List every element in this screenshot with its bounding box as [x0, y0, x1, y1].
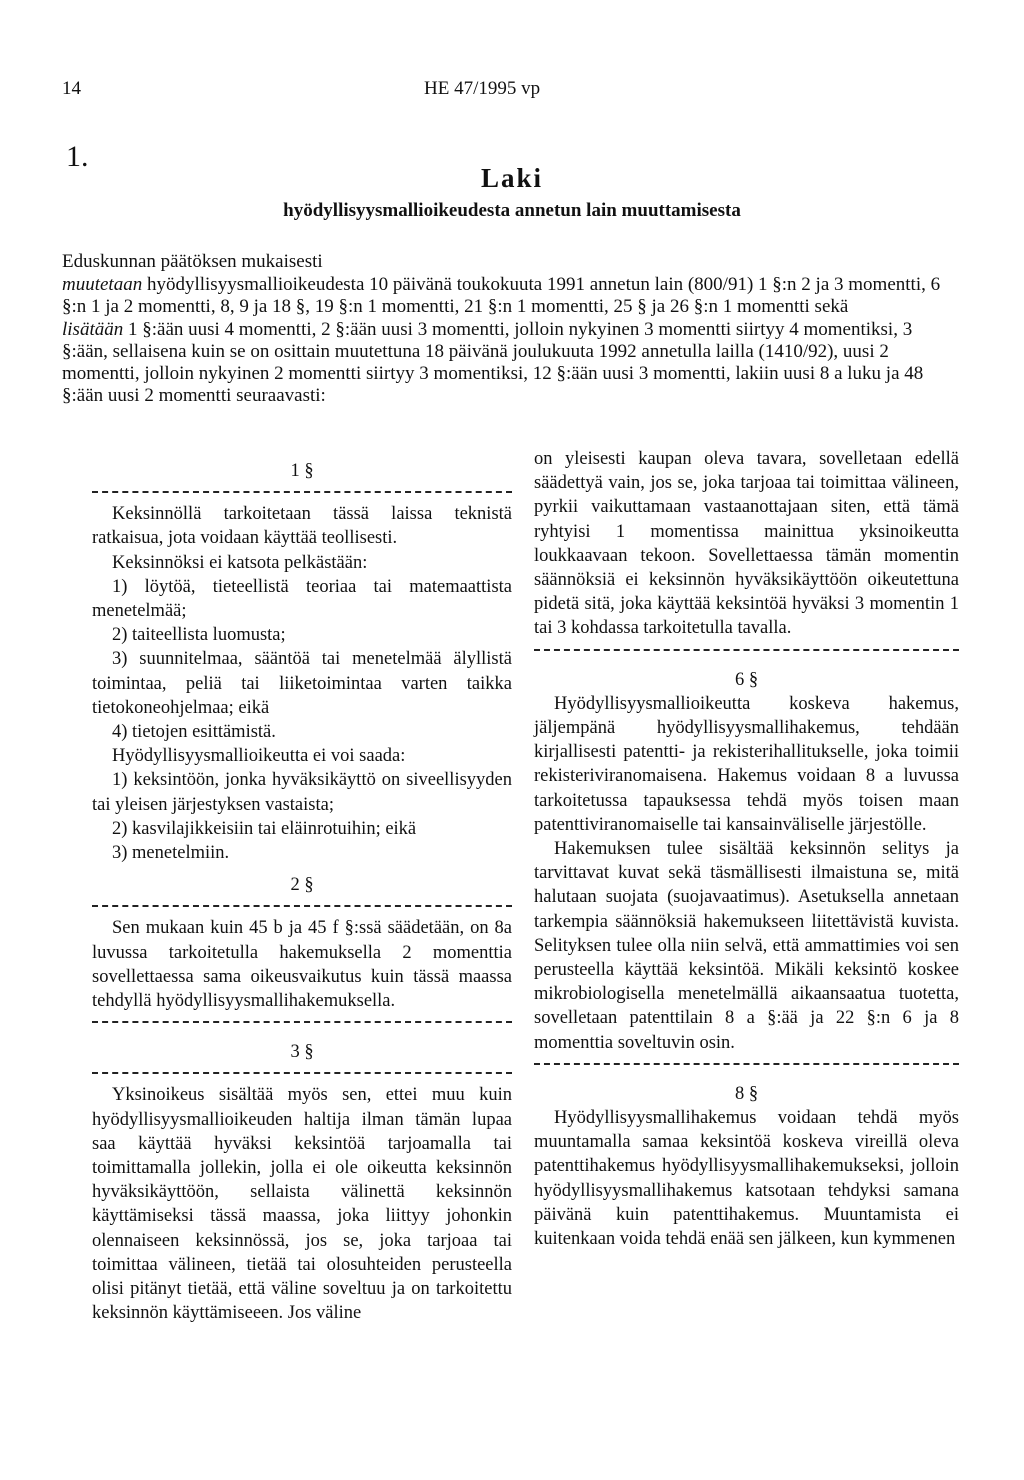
left-column — [92, 459, 512, 1326]
list-item: 3) suunnitelmaa, sääntöä tai menetelmää älyllistä toimintaa, peliä tai liiketoimintaa varten taikka tietokoneohjelmaa; eikä — [92, 649, 512, 718]
paragraph: Hyödyllisyysmallihakemus voidaan tehdä myös muuntamalla samaa keksintöä koskeva vireillä oleva patenttihakemus hyödyllisyysmallihakemukseksi, jolloin hyödyllisyysmallihakemus katsotaan tehdyksi samana päivänä kuin patenttihakemus. Muuntamista ei kuitenkaan voida tehdä enää sen jälkeen, kun kymmenen — [534, 1108, 959, 1250]
law-number: 1. — [66, 140, 89, 173]
list-item: 2) kasvilajikkeisiin tai eläinrotuihin; eikä — [112, 818, 417, 839]
section-heading-1: 1 § — [290, 461, 314, 481]
section-heading-2: 2 § — [290, 875, 314, 896]
preamble — [62, 251, 962, 407]
omission-divider — [92, 1021, 512, 1024]
list-item: 3) menetelmiin. — [112, 843, 230, 864]
omission-divider — [92, 1072, 512, 1075]
list-item: 4) tietojen esittämistä. — [112, 722, 276, 743]
preamble-amend — [62, 274, 962, 318]
right-column — [534, 447, 959, 1251]
omission-divider — [534, 649, 959, 652]
preamble-amend-text: hyödyllisyysmallioikeudesta 10 päivänä toukokuuta 1991 annetun lain (800/91) 1 §:n 2 ja 3 momentti, 6 §:n 1 ja 2 momentti, 8, 9 ja 18 §, 19 §:n 1 momentti, 21 §:n 1 momentti, 25 § ja 26 §:n 1 momentti sekä — [62, 274, 941, 317]
paragraph: Keksinnöllä tarkoitetaan tässä laissa teknistä ratkaisua, jota voidaan käyttää teollisesti. — [92, 504, 512, 549]
section-heading-8: 8 § — [734, 1083, 759, 1104]
preamble-intro: Eduskunnan päätöksen mukaisesti — [62, 251, 323, 272]
preamble-add — [62, 319, 962, 407]
paragraph: on yleisesti kaupan oleva tavara, sovelletaan edellä säädettyä vain, jos se, joka tarjoaa tai toimittaa välineen, pyrkii vaikuttamaan vastaanottajaan siten, että tämä ryhtyisi 1 momentissa mainittua yksinoikeutta loukkaavaan tekoon. Sovellettaessa tämän momentin säännöksiä ei keksinnön hyväksikäyttöön oikeutettuna pidetä sitä, joka käyttää keksintöä hyväksi 3 momentin 1 tai 3 kohdassa tarkoitetulla tavalla. — [534, 449, 959, 639]
section-heading-6: 6 § — [734, 669, 759, 690]
list-item: 1) keksintöön, jonka hyväksikäyttö on siveellisyyden tai yleisen järjestyksen vastaista; — [92, 770, 512, 815]
omission-divider — [92, 491, 512, 494]
page-number: 14 — [62, 78, 81, 99]
preamble-add-lead: lisätään — [62, 319, 124, 340]
paragraph: Hakemuksen tulee sisältää keksinnön selitys ja tarvittavat kuvat sekä täsmällisesti ilmaistuna se, mitä halutaan suojata (suojavaatimus). Asetuksella annetaan tarkempia säännöksiä hakemukseen liitettävistä kuvista. Selityksen tulee olla niin selvä, että ammattimies voi sen perusteella käyttää keksintöä. Mikäli keksintö koskee mikrobiologisella menetelmällä aikaansaatua tuotetta, sovelletaan patenttilain 8 a §:ää ja 22 §:n 6 ja 8 momenttia soveltuvin osin. — [534, 839, 959, 1053]
paragraph: Yksinoikeus sisältää myös sen, ettei muu kuin hyödyllisyysmallioikeuden haltija ilman tämän lupaa saa käyttää hyväksi keksintöä tarjoamalla tai toimittamalla jollekin, jolla ei ole oikeutta keksinnön hyväksikäyttöön, sellaista välinettä keksinnön käyttämiseksi tässä maassa, joka liittyy johonkin olennaiseen keksinnössä, jos se, joka tarjoaa tai toimittaa välineen, tietää tai olosuhteiden perusteella olisi pitänyt tietää, että väline soveltuu ja on tarkoitettu keksinnön käyttämiseeen. Jos väline — [92, 1085, 512, 1324]
section-heading-3: 3 § — [290, 1042, 314, 1063]
paragraph: Hyödyllisyysmallioikeutta ei voi saada: — [112, 746, 406, 767]
law-subtitle: hyödyllisyysmallioikeudesta annetun lain muuttamisesta — [283, 200, 741, 221]
preamble-amend-lead: muutetaan — [62, 274, 143, 295]
running-header: HE 47/1995 vp — [424, 78, 541, 99]
paragraph: Sen mukaan kuin 45 b ja 45 f §:ssä säädetään, on 8a luvussa tarkoitetulla hakemuksella 2 momenttia sovellettaessa sama oikeusvaikutus kuin tässä maassa tehdyllä hyödyllisyysmallihakemuksella. — [92, 918, 512, 1012]
law-title: Laki — [480, 163, 544, 193]
paragraph: Keksinnöksi ei katsota pelkästään: — [112, 552, 368, 573]
omission-divider — [92, 905, 512, 908]
omission-divider — [534, 1063, 959, 1066]
list-item: 2) taiteellista luomusta; — [112, 625, 286, 646]
paragraph: Hyödyllisyysmallioikeutta koskeva hakemus, jäljempänä hyödyllisyysmallihakemus, tehdään kirjallisesti patentti- ja rekisterihallitukselle, joka toimii rekisteriviranomaisena. Hakemus voidaan 8 a luvussa tarkoitetussa tapauksessa tehdä myös toisen maan patenttiviranomaiselle tai kansainväliselle järjestölle. — [534, 693, 959, 835]
list-item: 1) löytöä, tieteellistä teoriaa tai matemaattista menetelmää; — [92, 576, 512, 622]
preamble-add-text: 1 §:ään uusi 4 momentti, 2 §:ään uusi 3 momentti, jolloin nykyinen 3 momentti siirtyy 4 momentiksi, 3 §:ään, sellaisena kuin se on osittain muutettuna 18 päivänä joulukuuta 1992 annetulla lailla (1410/92), uusi 2 momentti, jolloin nykyinen 2 momentti siirtyy 3 momentiksi, 12 §:ään uusi 3 momentti, lakiin uusi 8 a luku ja 48 §:ään uusi 2 momentti seuraavasti: — [62, 319, 924, 406]
